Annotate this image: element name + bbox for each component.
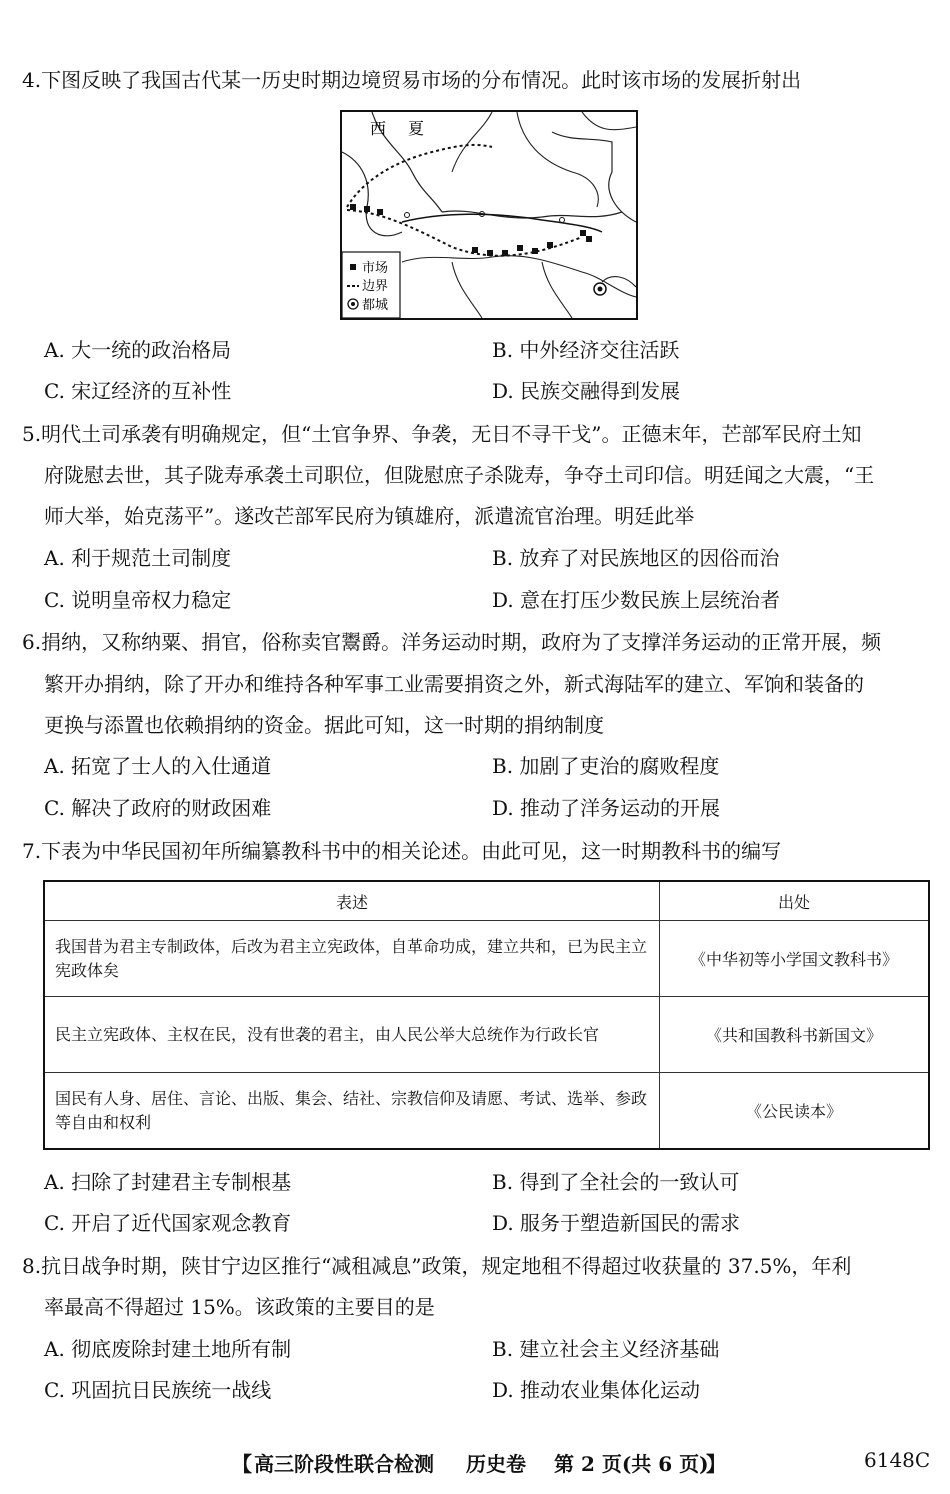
q4-stem: 4.下图反映了我国古代某一历史时期边境贸易市场的分布情况。此时该市场的发展折射出 xyxy=(22,68,802,92)
q7-option-d[interactable]: D. 服务于塑造新国民的需求 xyxy=(492,1211,741,1235)
q6-option-a[interactable]: A. 拓宽了士人的入仕通道 xyxy=(44,754,272,778)
market-marker xyxy=(472,247,478,253)
q5-stem-line-3: 师大举，始克荡平”。遂改芒部军民府为镇雄府，派遣流官治理。明廷此举 xyxy=(44,504,695,528)
river-line xyxy=(542,262,572,318)
table-header-desc: 表述 xyxy=(44,881,660,921)
table-header-src: 出处 xyxy=(660,881,930,921)
table-cell-src: 《公民读本》 xyxy=(660,1073,930,1150)
q6-option-d[interactable]: D. 推动了洋务运动的开展 xyxy=(492,796,721,820)
table-cell-src: 《共和国教科书新国文》 xyxy=(660,997,930,1073)
market-marker xyxy=(517,245,523,251)
q4-option-a[interactable]: A. 大一统的政治格局 xyxy=(44,338,232,362)
q5-option-d[interactable]: D. 意在打压少数民族上层统治者 xyxy=(492,588,781,612)
q7-option-a[interactable]: A. 扫除了封建君主专制根基 xyxy=(44,1170,292,1194)
legend-capital-icon-center xyxy=(351,302,355,306)
footer-bracket-open: 【 xyxy=(232,1452,252,1476)
q8-option-d[interactable]: D. 推动农业集体化运动 xyxy=(492,1378,701,1402)
table-header-row xyxy=(44,881,929,921)
q4-option-c[interactable]: C. 宋辽经济的互补性 xyxy=(44,379,232,403)
market-marker xyxy=(532,248,538,254)
q6-option-b[interactable]: B. 加剧了吏治的腐败程度 xyxy=(492,754,720,778)
q5-option-b[interactable]: B. 放弃了对民族地区的因俗而治 xyxy=(492,546,780,570)
q5-stem-line-1: 5.明代土司承袭有明确规定，但“土官争界、争袭，无日不寻干戈”。正德末年，芒部军民府土知 xyxy=(22,422,862,446)
footer-bracket-close: 】 xyxy=(706,1452,726,1476)
market-marker xyxy=(502,250,508,256)
border-trade-map xyxy=(342,112,636,318)
q4-option-b[interactable]: B. 中外经济交往活跃 xyxy=(492,338,680,362)
table-cell-src: 《中华初等小学国文教科书》 xyxy=(660,921,930,997)
q5-option-c[interactable]: C. 说明皇帝权力稳定 xyxy=(44,588,232,612)
river-line xyxy=(342,152,402,236)
q6-stem-line-2: 繁开办捐纳，除了开办和维持各种军事工业需要捐资之外，新式海陆军的建立、军饷和装备的 xyxy=(44,672,864,696)
city-dot xyxy=(405,213,410,218)
q4-map xyxy=(340,110,638,320)
river-line xyxy=(517,112,598,207)
river-line xyxy=(452,112,492,172)
table-cell-desc: 民主立宪政体、主权在民，没有世袭的君主，由人民公举大总统作为行政长官 xyxy=(44,997,660,1073)
q5-stem-line-2: 府陇慰去世，其子陇寿承袭土司职位，但陇慰庶子杀陇寿，争夺土司印信。明廷闻之大震，“王 xyxy=(44,463,875,487)
q8-stem-line-1: 8.抗日战争时期，陕甘宁边区推行“减租减息”政策，规定地租不得超过收获量的 37.5%，年利 xyxy=(22,1254,852,1278)
q7-option-b[interactable]: B. 得到了全社会的一致认可 xyxy=(492,1170,740,1194)
q8-option-a[interactable]: A. 彻底废除封建土地所有制 xyxy=(44,1337,292,1361)
q7-option-c[interactable]: C. 开启了近代国家观念教育 xyxy=(44,1211,292,1235)
map-label-west: 西 xyxy=(370,119,387,138)
footer-code: 6148C xyxy=(864,1448,931,1472)
legend-capital-label: 都城 xyxy=(362,298,389,313)
footer-page-number: 第 2 页(共 6 页) xyxy=(554,1452,709,1476)
q8-option-b[interactable]: B. 建立社会主义经济基础 xyxy=(492,1337,720,1361)
coast-line xyxy=(552,132,636,222)
q6-stem-line-1: 6.捐纳，又称纳粟、捐官，俗称卖官鬻爵。洋务运动时期，政府为了支撑洋务运动的正常开展，频 xyxy=(22,630,882,654)
market-marker xyxy=(364,206,370,212)
q8-stem-line-2: 率最高不得超过 15%。该政策的主要目的是 xyxy=(44,1295,435,1319)
city-dot xyxy=(560,218,565,223)
footer-subject: 历史卷 xyxy=(466,1452,526,1476)
legend-market-icon xyxy=(350,264,356,270)
market-marker xyxy=(487,250,493,256)
market-marker xyxy=(586,236,592,242)
market-marker xyxy=(350,204,356,210)
market-marker xyxy=(377,209,383,215)
river-line xyxy=(452,262,482,318)
coast-line xyxy=(582,112,636,130)
q7-table xyxy=(43,880,930,1150)
q5-option-a[interactable]: A. 利于规范土司制度 xyxy=(44,546,232,570)
footer-exam-name: 高三阶段性联合检测 xyxy=(254,1452,434,1476)
table-row xyxy=(44,1073,929,1150)
q7-stem: 7.下表为中华民国初年所编纂教科书中的相关论述。由此可见，这一时期教科书的编写 xyxy=(22,839,782,863)
legend-border-label: 边界 xyxy=(362,279,389,294)
table-row xyxy=(44,997,929,1073)
table-cell-desc: 我国昔为君主专制政体，后改为君主立宪政体，自革命功成，建立共和，已为民主立宪政体矣 xyxy=(44,921,660,997)
coast-line xyxy=(602,277,636,287)
q6-stem-line-3: 更换与添置也依赖捐纳的资金。据此可知，这一时期的捐纳制度 xyxy=(44,713,604,737)
market-marker xyxy=(580,230,586,236)
table-cell-desc: 国民有人身、居住、言论、出版、集会、结社、宗教信仰及请愿、考试、选举、参政等自由和权利 xyxy=(44,1073,660,1150)
q8-option-c[interactable]: C. 巩固抗日民族统一战线 xyxy=(44,1378,272,1402)
legend-market-label: 市场 xyxy=(362,261,389,276)
q6-option-c[interactable]: C. 解决了政府的财政困难 xyxy=(44,796,272,820)
table-row xyxy=(44,921,929,997)
q4-option-d[interactable]: D. 民族交融得到发展 xyxy=(492,379,681,403)
map-label-xia: 夏 xyxy=(408,119,425,138)
capital-marker-center xyxy=(598,287,603,292)
market-marker xyxy=(547,242,553,248)
